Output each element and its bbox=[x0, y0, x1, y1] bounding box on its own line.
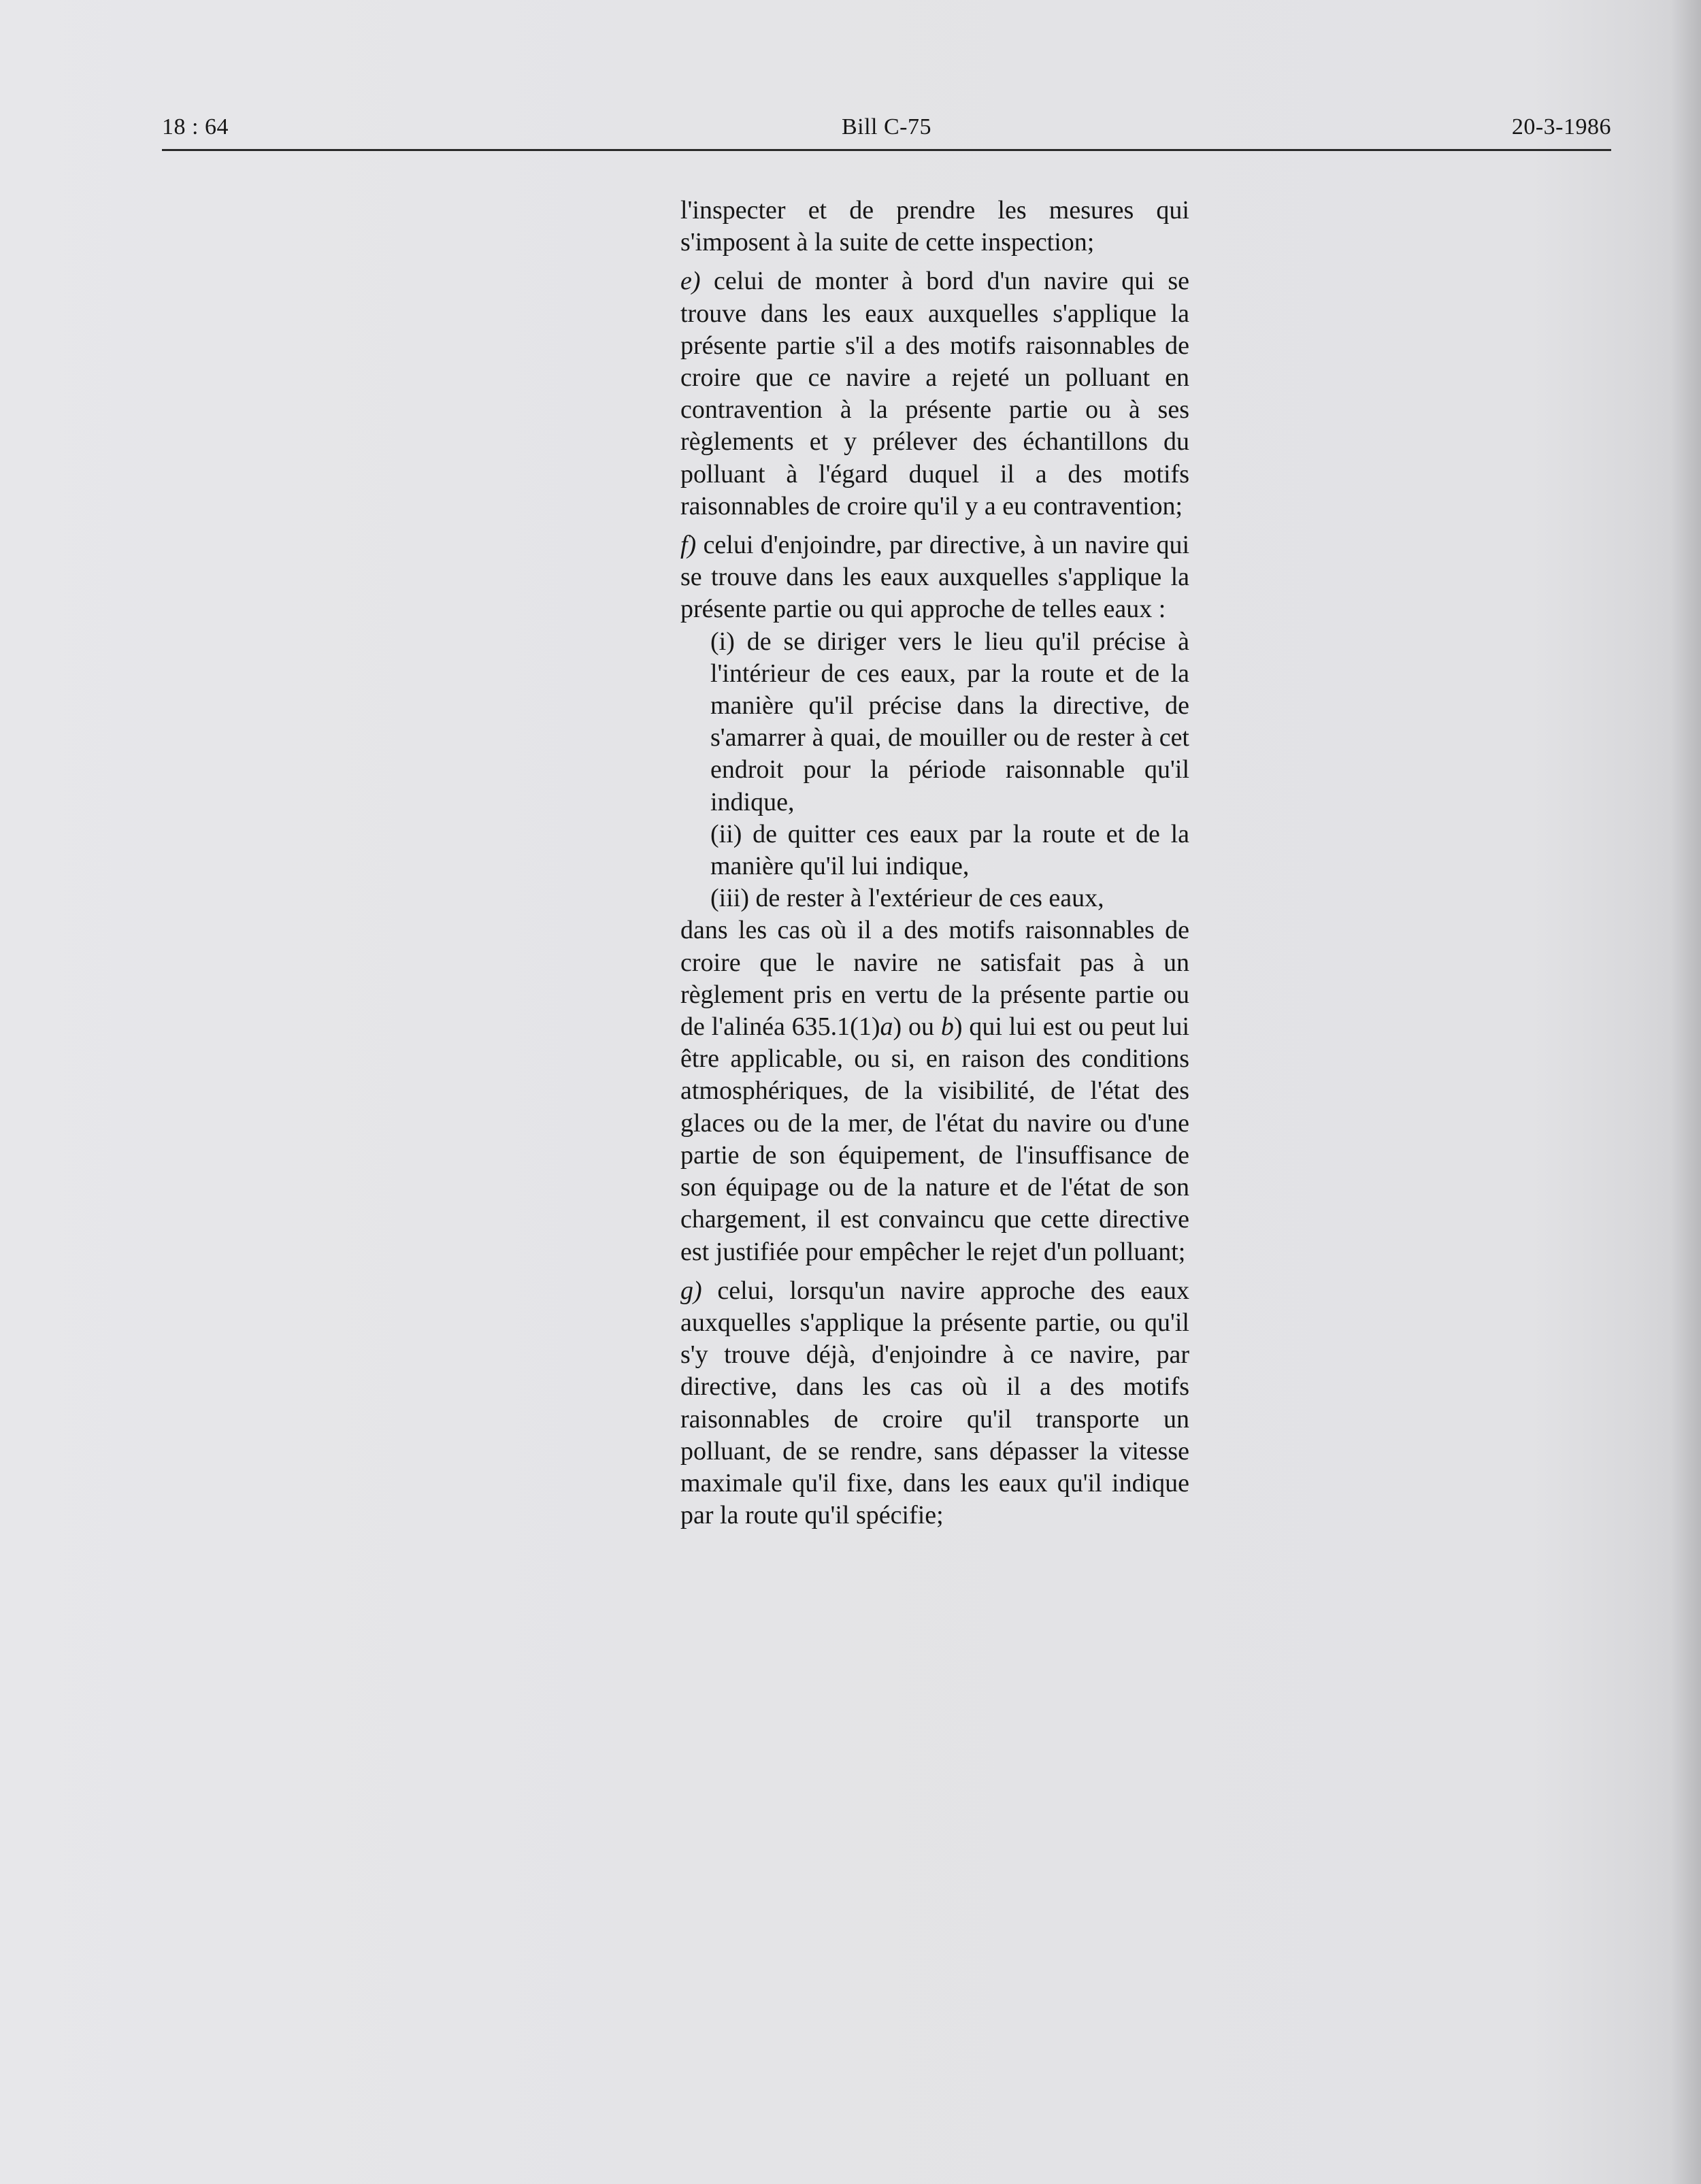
paragraph-f bbox=[680, 529, 1189, 626]
subparagraph-f-iii: (iii) de rester à l'extérieur de ces eaux, bbox=[710, 884, 1104, 913]
text-column bbox=[680, 195, 1189, 1532]
intro-paragraph: l'inspecter et de prendre les mesures qui s'imposent à la suite de cette inspection; bbox=[680, 196, 1189, 257]
header-rule bbox=[162, 149, 1611, 151]
paragraph-e bbox=[680, 265, 1189, 523]
page-edge-shadow bbox=[1672, 0, 1701, 2184]
subparagraph-f-i: (i) de se diriger vers le lieu qu'il précise à l'intérieur de ces eaux, par la route et de la manière qu'il précise dans la directive, de s'amarrer à quai, de mouiller ou de rester à cet endroit pour la période raisonnable qu'il indique, bbox=[710, 627, 1189, 816]
paragraph-f-text: celui d'enjoindre, par directive, à un navire qui se trouve dans les eaux auxquelles s'applique la présente partie ou qui approche de telles eaux : bbox=[680, 531, 1189, 624]
paragraph-f-conditions: dans les cas où il a des motifs raisonnables de croire que le navire ne satisfait pas à un règlement pris en vertu de la présente partie ou de l'alinéa 635.1(1)a) ou b) qui lui est ou peut lui être applicable, ou si, en raison des conditions atmosphériques, de la visibilité, de l'état des glaces ou de la mer, de l'état du navire ou d'une partie de son équipement, de l'insuffisance de son équipage ou de la nature et de l'état de son chargement, il est convaincu que cette directive est justifiée pour empêcher le rejet d'un polluant; bbox=[680, 916, 1190, 1266]
paragraph-g-text: celui, lorsqu'un navire approche des eaux auxquelles s'applique la présente partie, ou qu'il s'y trouve déjà, d'enjoindre à ce navire, par directive, dans les cas où il a des motifs raisonnables de croire qu'il transporte un polluant, de se rendre, sans dépasser la vitesse maximale qu'il fixe, dans les eaux qu'il indique par la route qu'il spécifie; bbox=[680, 1276, 1189, 1530]
paragraph-f-marker: f) bbox=[680, 531, 697, 560]
bill-title: Bill C-75 bbox=[841, 114, 932, 139]
page-number: 18 : 64 bbox=[162, 114, 229, 139]
paragraph-g-marker: g) bbox=[680, 1276, 702, 1305]
alinea-a-ref: a bbox=[880, 1012, 893, 1042]
subparagraph-f-ii: (ii) de quitter ces eaux par la route et de la manière qu'il lui indique, bbox=[710, 819, 1189, 881]
paragraph-g bbox=[680, 1275, 1189, 1532]
running-header bbox=[162, 114, 1611, 152]
alinea-b-ref: b bbox=[940, 1012, 954, 1042]
paragraph-e-marker: e) bbox=[680, 267, 701, 296]
paragraph-e-text: celui de monter à bord d'un navire qui se trouve dans les eaux auxquelles s'applique la présente partie s'il a des motifs raisonnables de croire que ce navire a rejeté un polluant en contravention à la présente partie ou à ses règlements et y prélever des échantillons du polluant à l'égard duquel il a des motifs raisonnables de croire qu'il y a eu contravention; bbox=[680, 267, 1189, 520]
header-date: 20-3-1986 bbox=[1511, 114, 1611, 139]
